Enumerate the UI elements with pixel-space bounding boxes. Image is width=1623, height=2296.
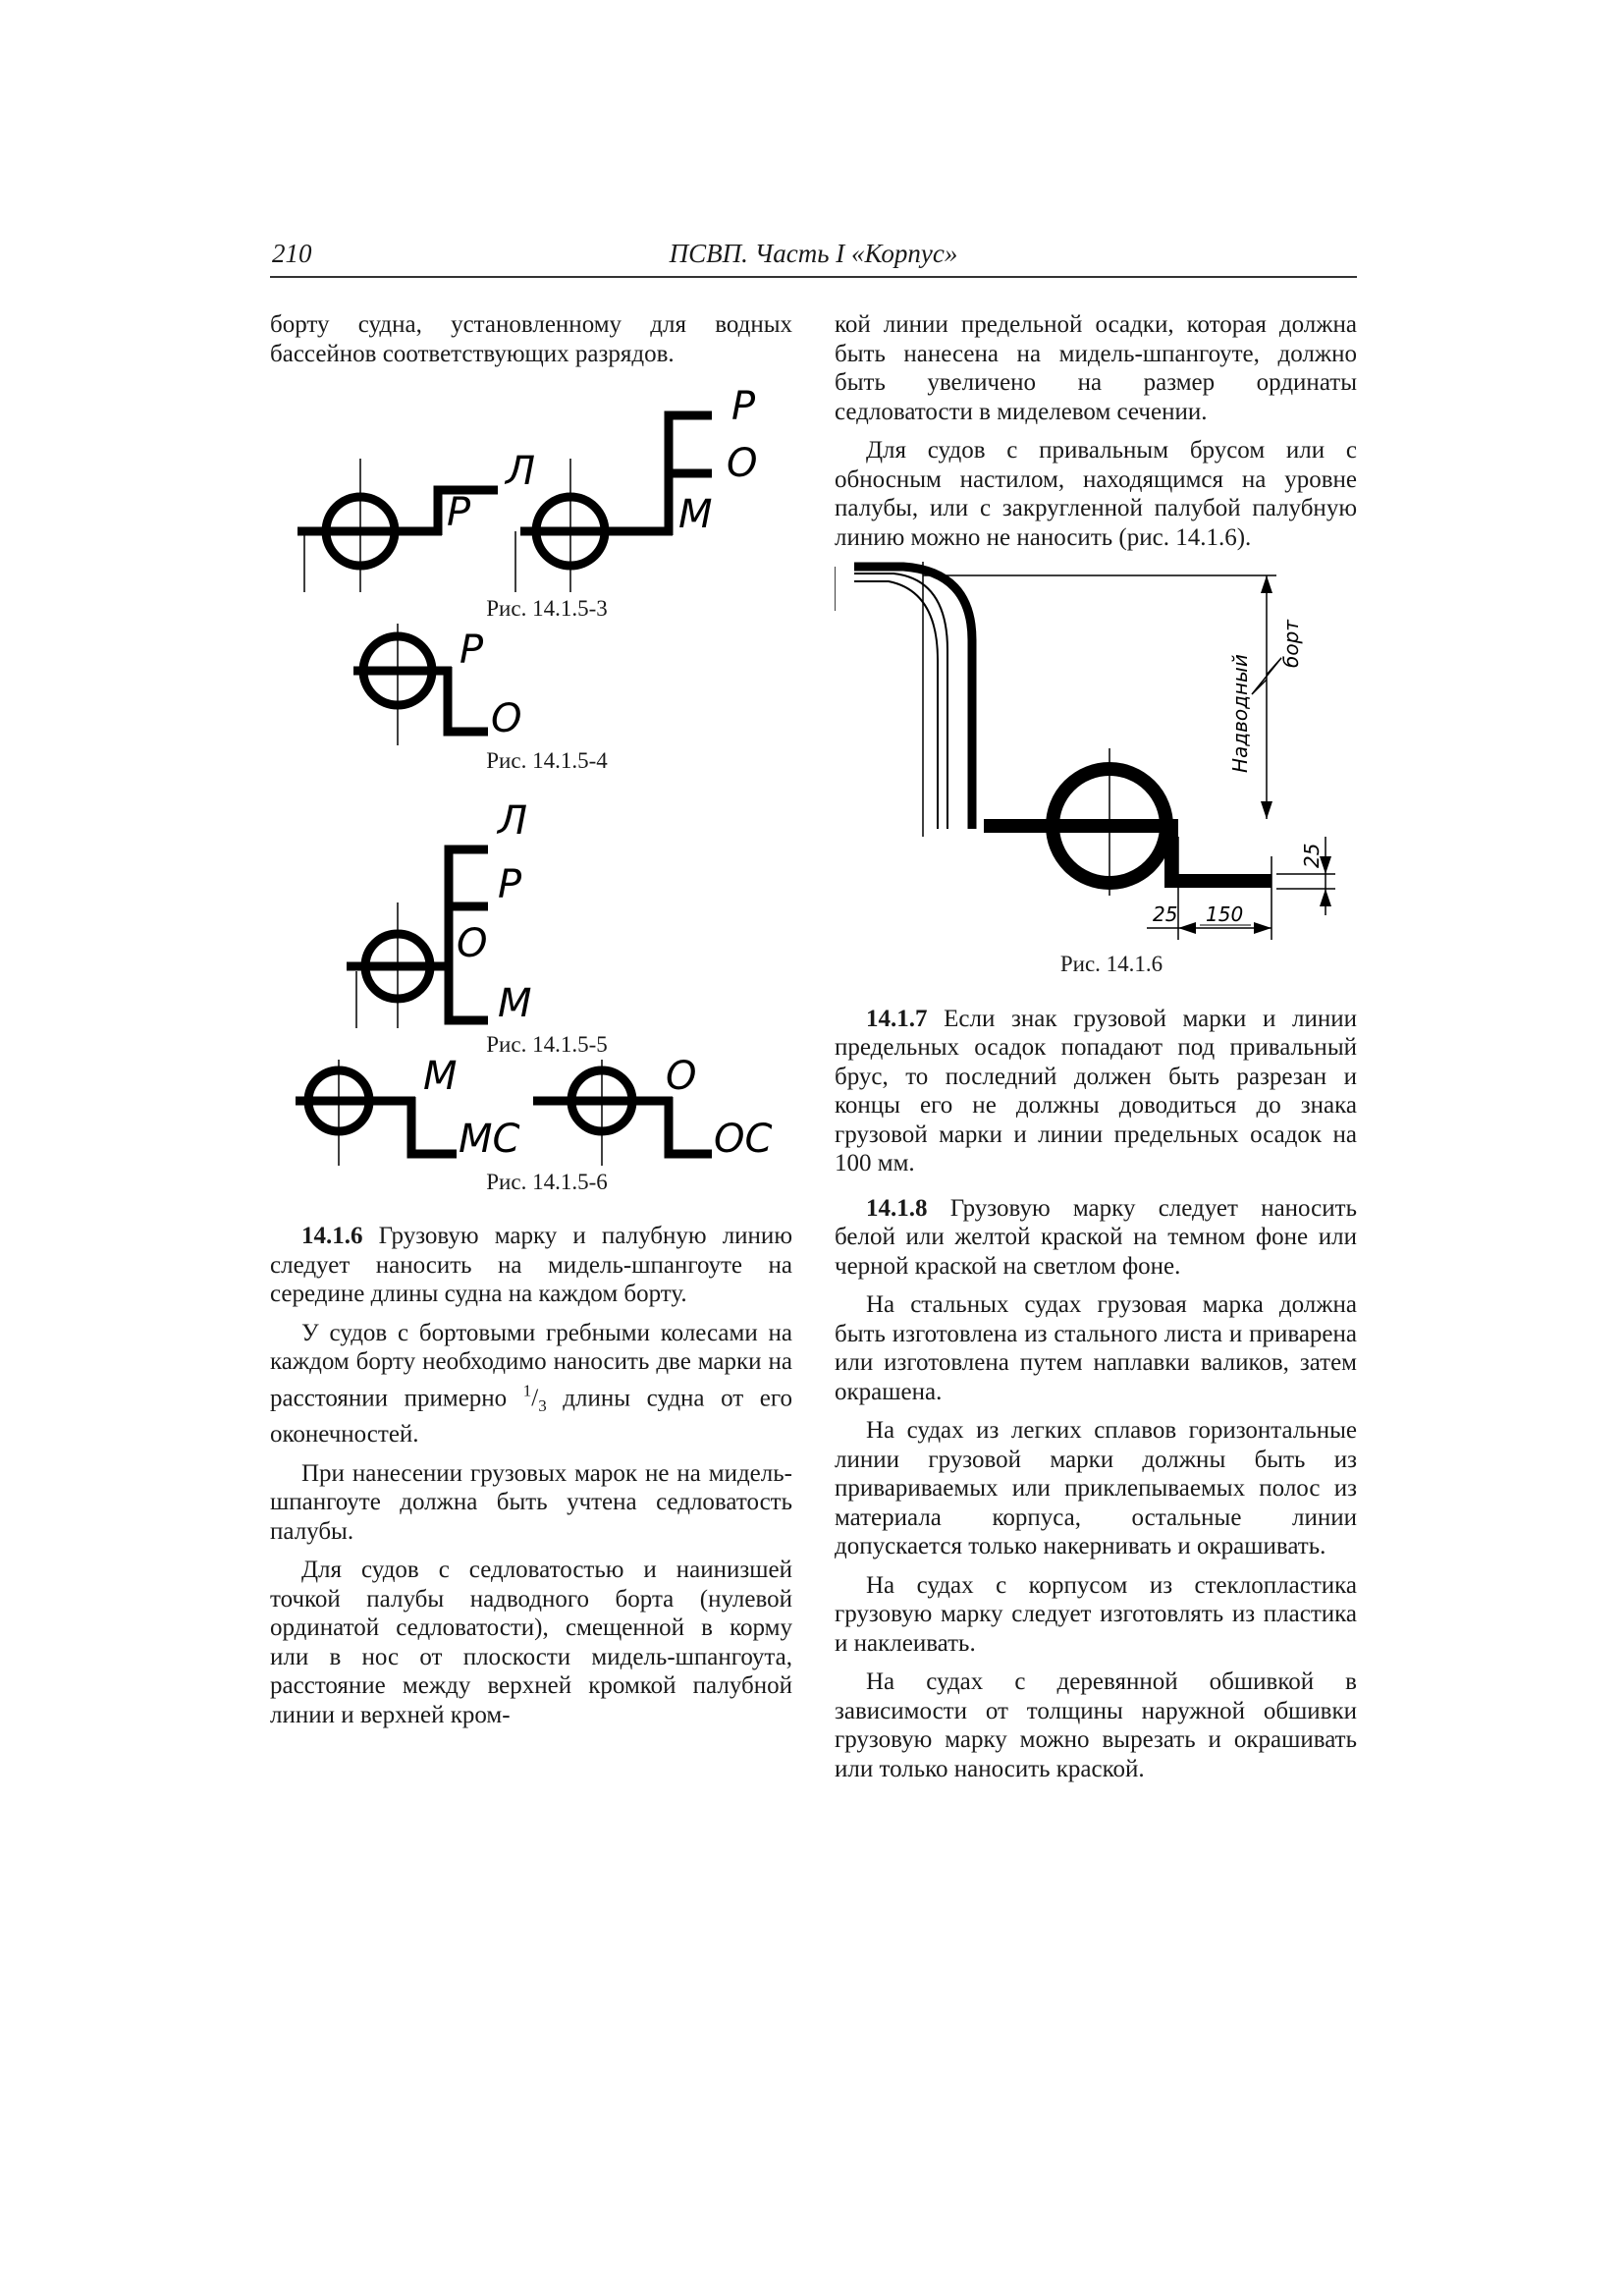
paragraph-text: У судов с бортовыми гребными колесами на каждом борту необходимо наносить две марки на расстоянии примерно xyxy=(270,1319,792,1411)
mark-ms xyxy=(296,1060,520,1166)
mark-ms-bottom-label: МС xyxy=(459,1116,520,1162)
mark-ms-top-label: М xyxy=(423,1059,458,1099)
mark-2-bottom-label: М xyxy=(678,492,713,537)
fig5-label-2: Р xyxy=(498,862,522,907)
load-mark-2 xyxy=(515,384,757,592)
paragraph: На судах из легких сплавов горизонтальные линии грузовой марки должны быть из привариваемых или приклепываемых полос из материала корпуса, остальные линии допускается только накернивать и окрашивать. xyxy=(835,1417,1357,1559)
figure-14-1-5-3 xyxy=(270,378,792,594)
figure-14-1-6 xyxy=(835,562,1357,950)
page-number: 210 xyxy=(272,239,312,268)
fraction-denominator: 3 xyxy=(538,1395,547,1415)
page-header xyxy=(270,239,1357,278)
figure-caption: Рис. 14.1.6 xyxy=(1059,952,1163,976)
figure-caption: Рис. 14.1.5-5 xyxy=(486,1032,608,1057)
fig5-label-1: Л xyxy=(498,798,528,844)
paragraph-text: Грузовую марку и палубную линию следует наносить на мидель-шпангоуте на середине длины судна на каждом борту. xyxy=(270,1223,792,1307)
paragraph: борту судна, установленному для водных бассейнов соответствующих разрядов. xyxy=(270,311,792,367)
paragraph: При нанесении грузовых марок не на мидель-шпангоуте должна быть учтена седловатость палубы. xyxy=(270,1459,792,1545)
fraction: $^1/_3$ xyxy=(522,1381,547,1415)
paragraph-text: Грузовую марку следует наносить белой или желтой краской на темном фоне или черной краской на светлом фоне. xyxy=(835,1194,1357,1280)
mark-2-middle-label: О xyxy=(727,441,758,486)
section-number: 14.1.6 xyxy=(301,1223,363,1249)
paragraph-14-1-7 xyxy=(835,1005,1357,1178)
paragraph-14-1-8 xyxy=(835,1194,1357,1282)
paragraph-text: длины судна от его оконечностей. xyxy=(270,1384,792,1449)
section-number: 14.1.8 xyxy=(866,1194,928,1222)
fig5-label-4: М xyxy=(498,981,532,1026)
figure-caption: Рис. 14.1.5-4 xyxy=(486,747,608,773)
paragraph: На судах с деревянной обшивкой в зависимости от толщины наружной обшивки грузовую марку можно вырезать и окрашивать или только наносить краской. xyxy=(835,1668,1357,1782)
load-mark-1 xyxy=(298,449,535,592)
mark-os xyxy=(533,1060,772,1166)
mark-os-top-label: О xyxy=(666,1059,697,1099)
fig5-label-3: О xyxy=(457,921,488,966)
dim-height-label: 25 xyxy=(1300,843,1324,868)
fig4-bottom-label: О xyxy=(491,695,522,741)
figure-14-1-5-6 xyxy=(270,1060,792,1168)
board-label: борт xyxy=(1279,620,1303,668)
freeboard-label: Надводный xyxy=(1228,654,1252,773)
dim-length-label: 150 xyxy=(1206,902,1244,926)
figure-14-1-5-5 xyxy=(270,775,792,1030)
mark-1-top-label: Л xyxy=(506,449,536,494)
figure-caption: Рис. 14.1.5-6 xyxy=(486,1169,608,1194)
paragraph xyxy=(270,1319,792,1449)
paragraph-14-1-6 xyxy=(270,1222,792,1309)
left-column xyxy=(270,310,792,1739)
mark-os-bottom-label: ОС xyxy=(714,1116,773,1162)
running-title: ПСВП. Часть I «Корпус» xyxy=(669,239,958,268)
fraction-numerator: 1 xyxy=(522,1381,532,1400)
paragraph-text: Если знак грузовой марки и линии предельных осадок попадают под привальный брус, то последний должен быть разрезан и концы его не должны доводиться до знака грузовой марки и линии предельных осадок на 100 мм. xyxy=(835,1005,1357,1176)
paragraph: Для судов с привальным брусом или с обносным настилом, находящимся на уровне палубы, или с закругленной палубой палубную линию можно не наносить (рис. 14.1.6). xyxy=(835,437,1357,551)
fig4-top-label: Р xyxy=(460,627,484,673)
paragraph: Для судов с седловатостью и наинизшей точкой палубы надводного борта (нулевой ординатой седловатости), смещенной в корму или в нос от плоскости мидель-шпангоута, расстояние между верхней кромкой палубной линии и верхней кром- xyxy=(270,1557,792,1728)
section-number: 14.1.7 xyxy=(866,1005,928,1032)
mark-1-bottom-label: Р xyxy=(447,490,471,535)
paragraph: На стальных судах грузовая марка должна быть изготовлена из стального листа и приварена или изготовлена путем наплавки валиков, затем окрашена. xyxy=(835,1291,1357,1405)
figure-14-1-5-4 xyxy=(270,624,792,746)
paragraph: На судах с корпусом из стеклопластика грузовую марку следует изготовлять из пластика и наклеивать. xyxy=(835,1571,1357,1657)
paragraph: кой линии предельной осадки, которая должна быть нанесена на мидель-шпангоуте, должно быть увеличено на размер ординаты седловатости в миделевом сечении. xyxy=(835,311,1357,425)
right-column xyxy=(835,310,1357,1793)
dim-gap-label: 25 xyxy=(1153,902,1178,926)
mark-2-top-label: Р xyxy=(731,384,756,429)
figure-caption: Рис. 14.1.5-3 xyxy=(486,596,608,621)
